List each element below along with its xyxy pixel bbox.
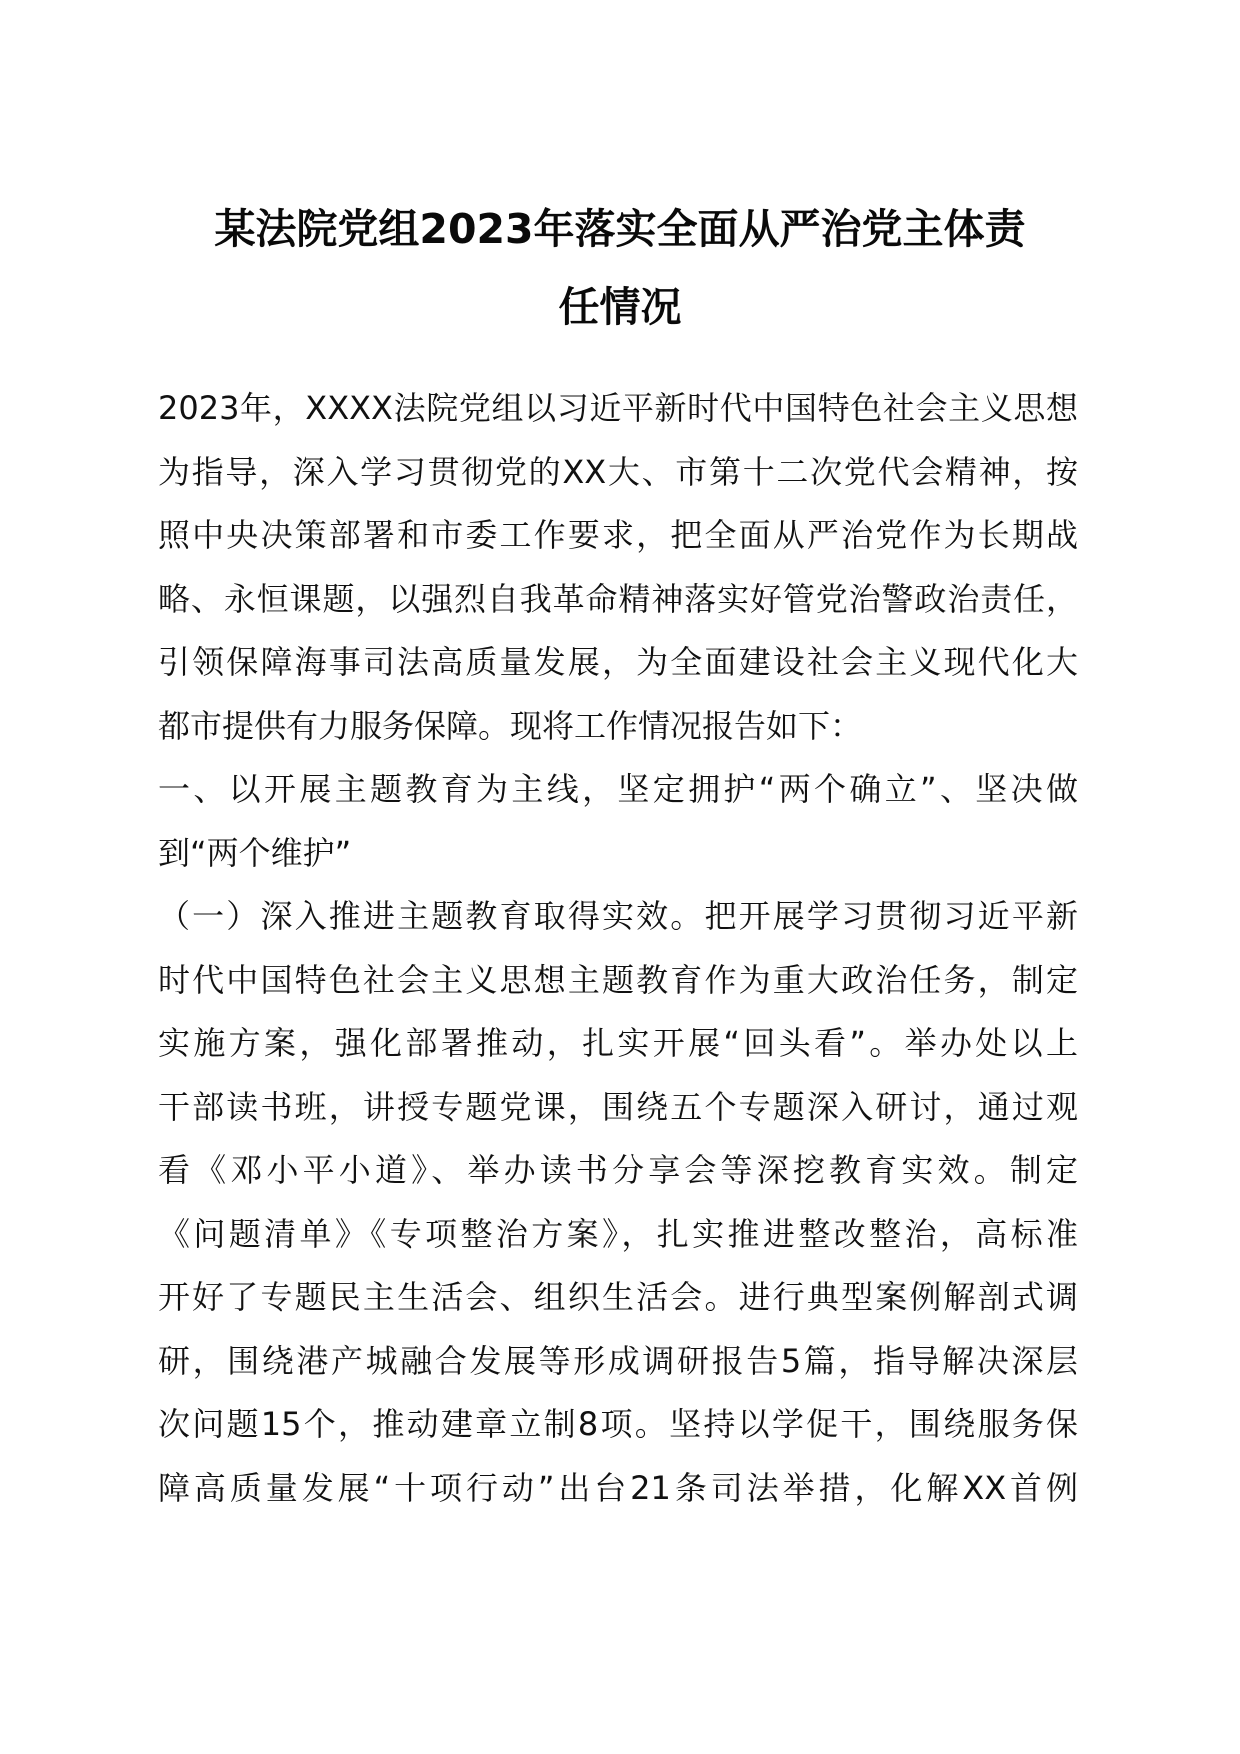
body-line: 2023年，XXXX法院党组以习近平新时代中国特色社会主义思想 — [158, 389, 1078, 427]
body-line: 引领保障海事司法高质量发展，为全面建设社会主义现代化大 — [158, 643, 1078, 681]
body-line: 略、永恒课题，以强烈自我革命精神落实好管党治警政治责任， — [158, 579, 1078, 618]
body-line: 干部读书班，讲授专题党课，围绕五个专题深入研讨，通过观 — [158, 1087, 1078, 1126]
body-line: 照中央决策部署和市委工作要求，把全面从严治党作为长期战 — [158, 516, 1078, 554]
body-line: 时代中国特色社会主义思想主题教育作为重大政治任务，制定 — [158, 960, 1078, 999]
body-line: 《问题清单》《专项整治方案》，扎实推进整改整治，高标准 — [158, 1214, 1078, 1253]
document-body — [158, 386, 1078, 1529]
document-title — [150, 190, 1090, 346]
section-heading-line: 到“两个维护” — [158, 833, 352, 872]
title-line-1: 某法院党组2023年落实全面从严治党主体责 — [214, 205, 1026, 253]
body-line: 障高质量发展“十项行动”出台21条司法举措，化解XX首例 — [158, 1468, 1078, 1507]
body-line: 为指导，深入学习贯彻党的XX大、市第十二次党代会精神，按 — [158, 452, 1078, 491]
body-line: 研，围绕港产城融合发展等形成调研报告5篇，指导解决深层 — [158, 1341, 1078, 1380]
body-line: 都市提供有力服务保障。现将工作情况报告如下： — [158, 706, 863, 745]
title-line-2: 任情况 — [558, 283, 682, 331]
body-line: 看《邓小平小道》、举办读书分享会等深挖教育实效。制定 — [158, 1151, 1078, 1189]
body-line: 开好了专题民主生活会、组织生活会。进行典型案例解剖式调 — [158, 1278, 1078, 1316]
body-line: 次问题15个，推动建章立制8项。坚持以学促干，围绕服务保 — [158, 1405, 1078, 1443]
body-line: （一）深入推进主题教育取得实效。把开展学习贯彻习近平新 — [158, 897, 1078, 935]
section-heading-line: 一、以开展主题教育为主线，坚定拥护“两个确立”、坚决做 — [158, 770, 1078, 808]
body-line: 实施方案，强化部署推动，扎实开展“回头看”。举办处以上 — [158, 1024, 1078, 1062]
